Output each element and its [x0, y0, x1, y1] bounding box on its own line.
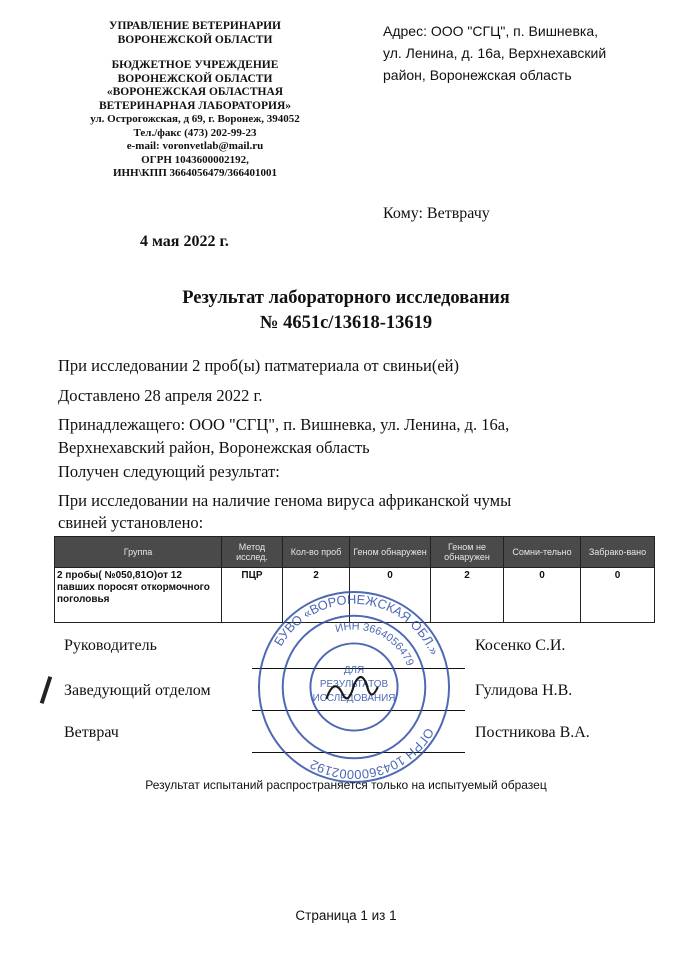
- table-cell-count: 2: [283, 568, 350, 623]
- footer-note: Результат испытаний распространяется только на испытуемый образец: [145, 778, 547, 792]
- table-cell-not-found: 2: [431, 568, 504, 623]
- address-line: ул. Ленина, д. 16а, Верхнехавский: [383, 45, 607, 61]
- stamp-ogrn: ОГРН 1043600002192: [307, 725, 438, 783]
- document-title: [0, 286, 692, 336]
- address-line: район, Воронежская область: [383, 67, 572, 83]
- stamp-inner-low: ИССЛЕДОВАНИЯ: [312, 692, 396, 704]
- page-number: Страница 1 из 1: [295, 908, 397, 923]
- table-cell-group: 2 пробы( №050,81О)от 12 павших поросят откормочного поголовья: [55, 568, 222, 623]
- org-line: УПРАВЛЕНИЕ ВЕТЕРИНАРИИ: [109, 20, 281, 32]
- org-phone: Тел./факс (473) 202-99-23: [133, 126, 257, 139]
- signature-role: Заведующий отделом: [64, 682, 211, 699]
- document-date: 4 мая 2022 г.: [140, 233, 229, 250]
- table-cell-method: ПЦР: [222, 568, 283, 623]
- body-line-delivered: Доставлено 28 апреля 2022 г.: [58, 386, 263, 405]
- table-cell-rejected: 0: [581, 568, 655, 623]
- column-header: Сомни-тельно: [504, 537, 581, 568]
- signature-name: Гулидова Н.В.: [475, 682, 573, 699]
- org-ogrn: ОГРН 1043600002192,: [141, 153, 249, 166]
- signature-name: Постникова В.А.: [475, 724, 590, 741]
- org-inn: ИНН\КПП 3664056479/366401001: [112, 167, 278, 179]
- column-header: Кол-во проб: [283, 537, 350, 568]
- body-line-samples: При исследовании 2 проб(ы) патматериала от свиньи(ей): [58, 356, 459, 375]
- org-line: ВЕТЕРИНАРНАЯ ЛАБОРАТОРИЯ»: [98, 99, 292, 112]
- column-header: Забрако-вано: [581, 537, 655, 568]
- signature-role: Ветврач: [64, 724, 119, 741]
- body-line-test-cont: свиней установлено:: [58, 513, 204, 532]
- recipient-address: [383, 20, 673, 86]
- stamp-inn: ИНН 3664056479: [334, 620, 416, 668]
- column-header: Метод исслед.: [222, 537, 283, 568]
- table-cell-found: 0: [350, 568, 431, 623]
- official-stamp: [255, 588, 453, 786]
- stamp-inner-top: ДЛЯ: [343, 665, 365, 677]
- result-number: № 4651с/13618-13619: [259, 313, 433, 333]
- body-line-owner-cont: Верхнехавский район, Воронежская область: [58, 438, 370, 457]
- handwritten-mark: [40, 676, 52, 704]
- table-header-row: [55, 537, 655, 568]
- org-email: e-mail: voronvetlab@mail.ru: [126, 140, 264, 152]
- recipient-label: Кому: Ветврачу: [383, 205, 490, 222]
- address-line: Адрес: ООО "СГЦ", п. Вишневка,: [383, 23, 598, 39]
- body-line-test: При исследовании на наличие генома вируса африканской чумы: [58, 491, 512, 510]
- org-line: ВОРОНЕЖСКОЙ ОБЛАСТИ: [117, 33, 273, 46]
- org-line: «ВОРОНЕЖСКАЯ ОБЛАСТНАЯ: [106, 86, 284, 98]
- organization-header: [60, 20, 330, 181]
- column-header: Геном не обнаружен: [431, 537, 504, 568]
- column-header: Группа: [55, 537, 222, 568]
- body-line-result: Получен следующий результат:: [58, 462, 280, 481]
- stamp-inner-mid: РЕЗУЛЬТАТОВ: [319, 679, 389, 690]
- table-cell-doubtful: 0: [504, 568, 581, 623]
- org-line: ВОРОНЕЖСКОЙ ОБЛАСТИ: [117, 72, 273, 85]
- signature-name: Косенко С.И.: [475, 637, 566, 654]
- signature-role: Руководитель: [64, 637, 157, 654]
- column-header: Геном обнаружен: [350, 537, 431, 568]
- org-address: ул. Острогожская, д 69, г. Воронеж, 394052: [90, 113, 300, 125]
- stamp-outer-text: БУВО «ВОРОНЕЖСКАЯ ОБЛ.»: [270, 591, 443, 658]
- title-line: Результат лабораторного исследования: [182, 288, 510, 308]
- org-line: БЮДЖЕТНОЕ УЧРЕЖДЕНИЕ: [111, 59, 279, 71]
- body-line-owner: Принадлежащего: ООО "СГЦ", п. Вишневка, ул. Ленина, д. 16а,: [58, 415, 510, 434]
